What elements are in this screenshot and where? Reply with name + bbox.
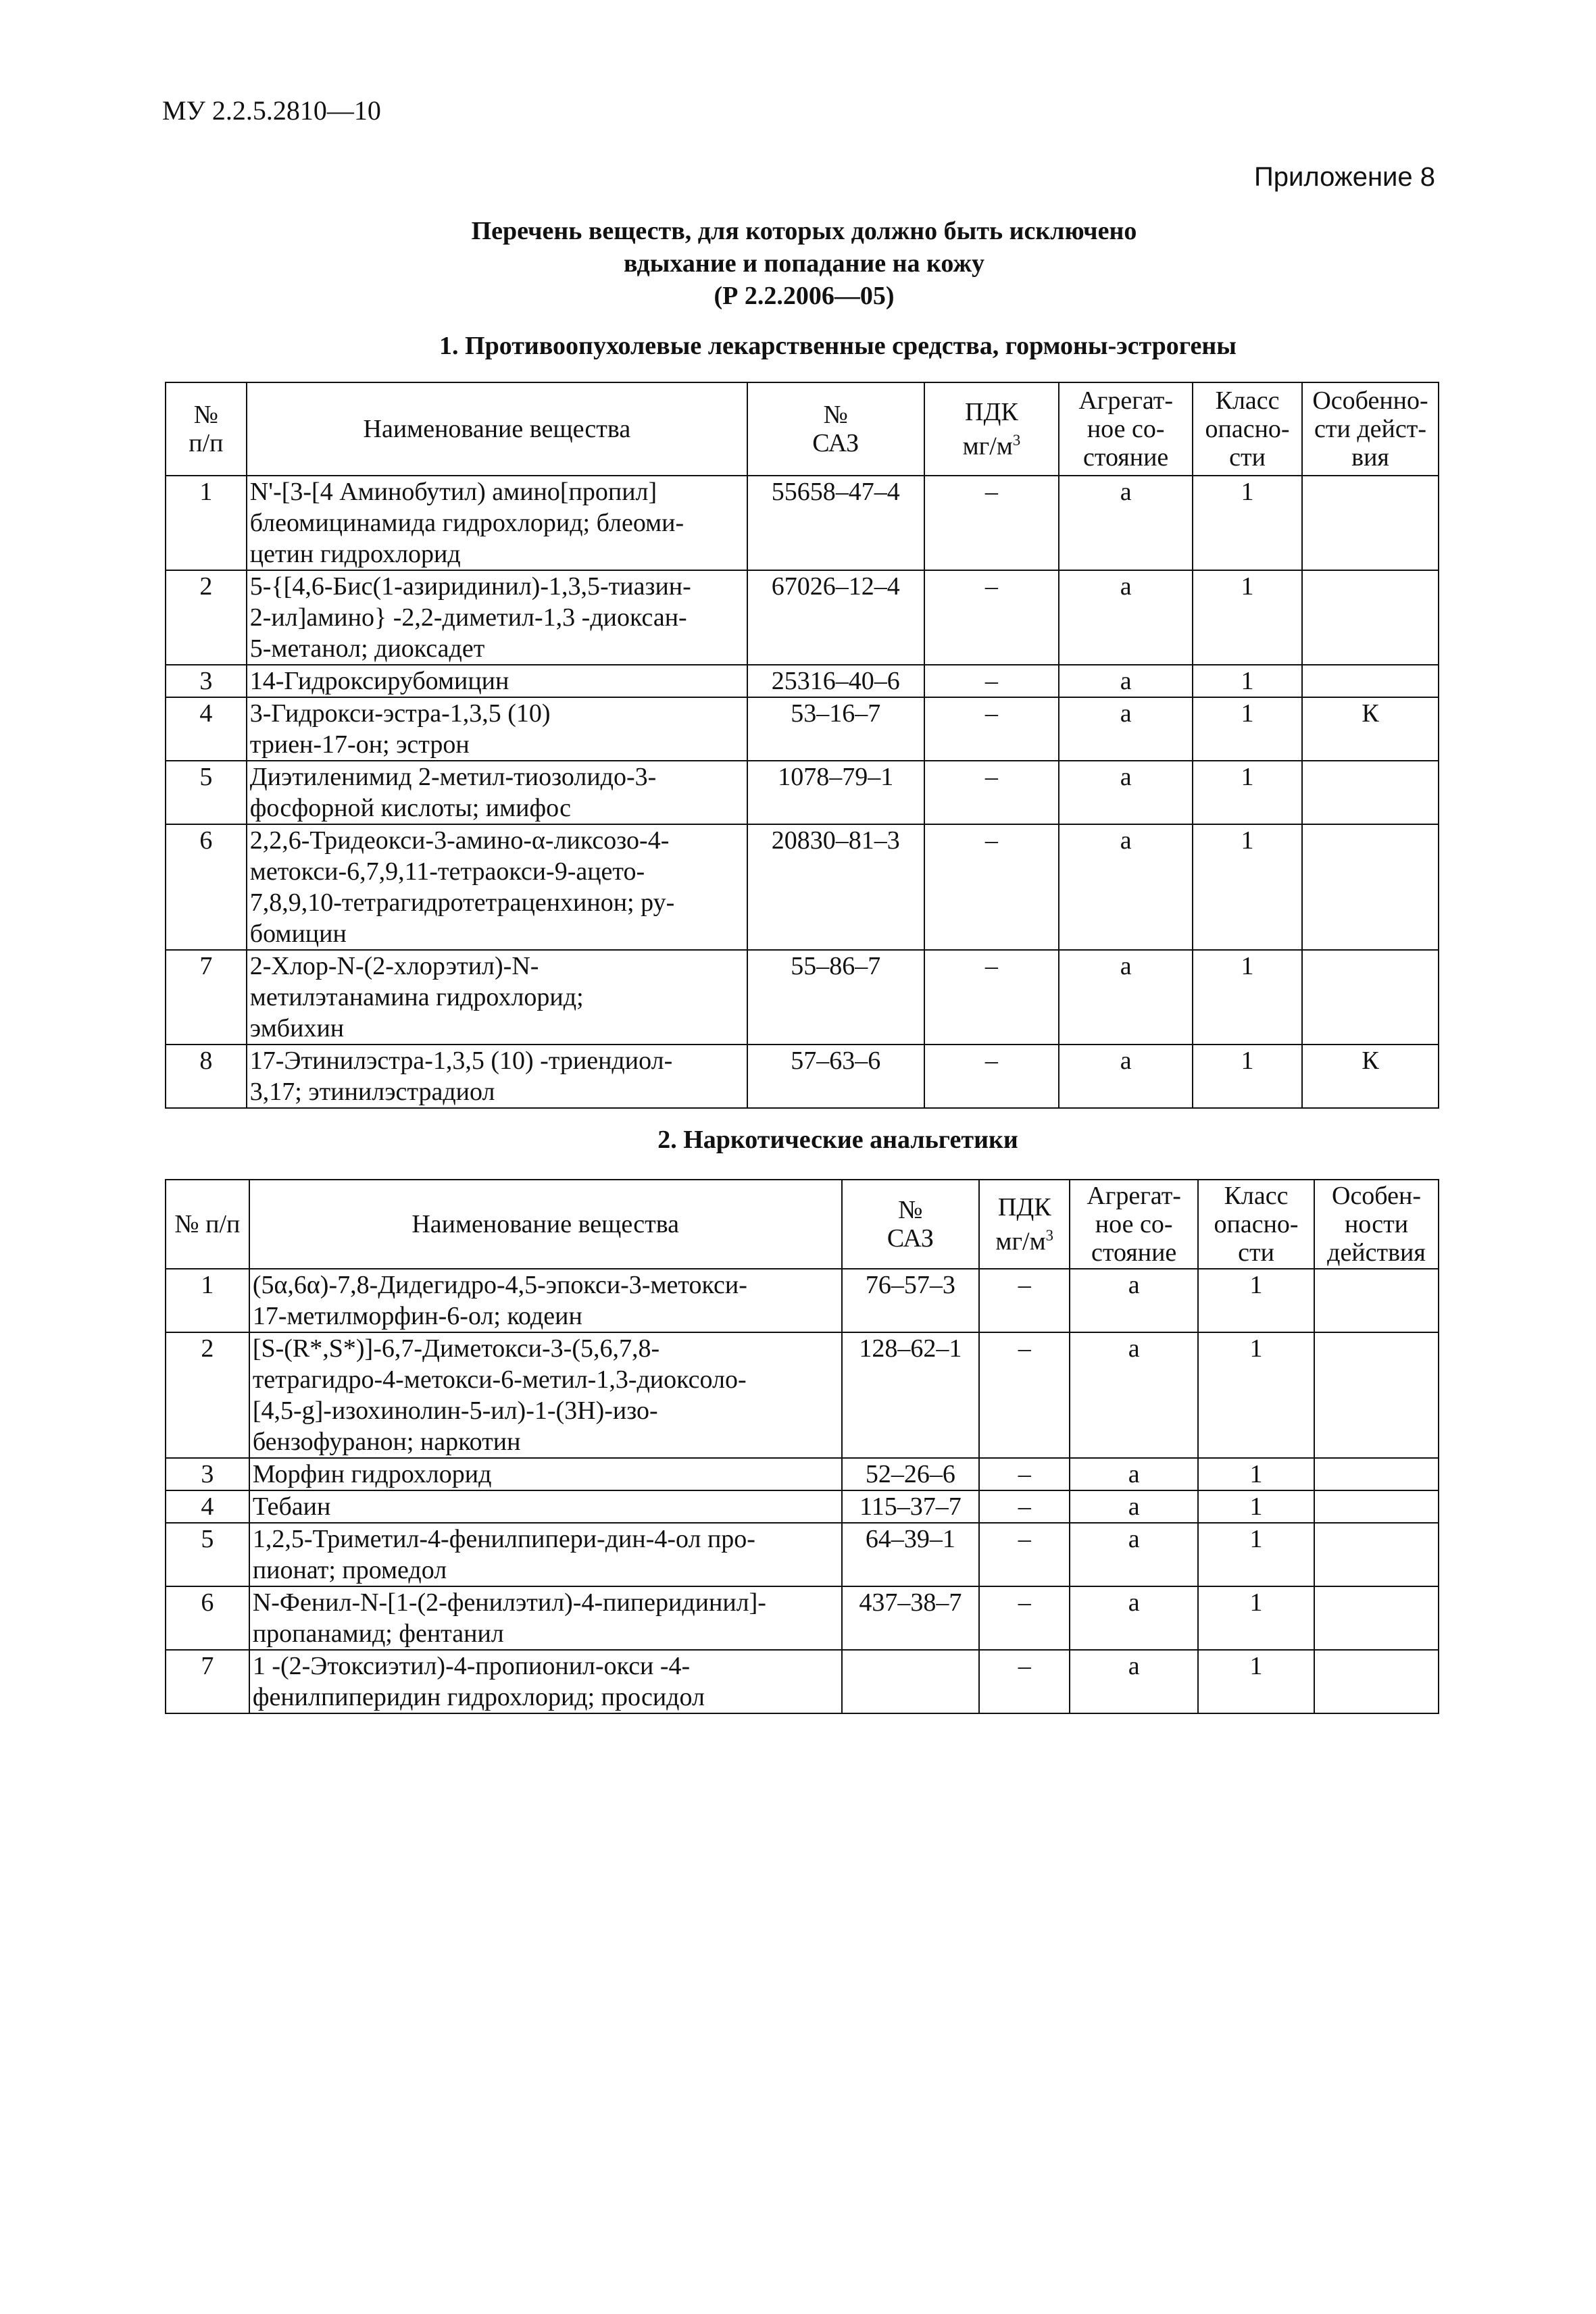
name-line: N-Фенил-N-[1-(2-фенилэтил)-4-пиперидинил]- <box>252 1588 766 1617</box>
table-row <box>166 1045 1439 1108</box>
aggregate-state: а <box>1059 950 1193 1045</box>
hazard-class: 1 <box>1198 1523 1314 1586</box>
col-pdk-header: ПДК $мг/м^3$ <box>979 1180 1070 1269</box>
row-number: 5 <box>166 761 247 824</box>
substance-name <box>247 570 747 665</box>
title-line-2: вдыхание и попадание на кожу <box>623 249 985 278</box>
action-features <box>1302 950 1439 1045</box>
cas-number: 53–16–7 <box>747 697 924 761</box>
hazard-class: 1 <box>1198 1458 1314 1490</box>
cas-number: 128–62–1 <box>842 1332 980 1458</box>
name-line: 1,2,5-Триметил-4-фенилпипери-дин-4-ол про- <box>252 1525 755 1553</box>
hazard-class: 1 <box>1198 1586 1314 1650</box>
action-features <box>1314 1586 1439 1650</box>
row-number: 3 <box>166 1458 249 1490</box>
cas-number: 55–86–7 <box>747 950 924 1045</box>
name-line: 3,17; этинилэстрадиол <box>249 1078 495 1106</box>
name-line: фенилпиперидин гидрохлорид; просидол <box>252 1683 705 1711</box>
name-line: Тебаин <box>252 1492 331 1521</box>
col-num-header: № п/п <box>166 1180 249 1269</box>
table-row <box>166 1332 1439 1458</box>
pdk-value: – <box>979 1523 1070 1586</box>
action-features <box>1314 1332 1439 1458</box>
pdk-value: – <box>924 761 1059 824</box>
name-line: 2-Хлор-N-(2-хлорэтил)-N- <box>249 952 539 980</box>
pdk-value: – <box>979 1269 1070 1332</box>
pdk-value: – <box>979 1586 1070 1650</box>
pdk-value: – <box>924 476 1059 570</box>
action-features <box>1302 761 1439 824</box>
table-header-row <box>166 382 1439 476</box>
cas-number: 25316–40–6 <box>747 665 924 697</box>
name-line: [S-(R*,S*)]-6,7-Диметокси-3-(5,6,7,8- <box>252 1334 660 1363</box>
col-pdk-header: ПДК $мг/м^3$ <box>924 382 1059 476</box>
substance-name <box>247 697 747 761</box>
name-line: бензофуранон; наркотин <box>252 1428 521 1456</box>
aggregate-state: а <box>1059 1045 1193 1108</box>
pdk-value: – <box>979 1490 1070 1523</box>
hazard-class: 1 <box>1193 1045 1302 1108</box>
name-line: эмбихин <box>249 1014 345 1042</box>
name-line: 5-{[4,6-Бис(1-азиридинил)-1,3,5-тиазин- <box>249 572 691 601</box>
aggregate-state: а <box>1070 1458 1198 1490</box>
substance-name <box>247 665 747 697</box>
col-cas-header: № САЗ <box>842 1180 980 1269</box>
substance-name <box>247 476 747 570</box>
cas-number <box>842 1650 980 1713</box>
name-line: 2,2,6-Тридеокси-3-амино-α-ликсозо-4- <box>249 826 670 855</box>
pdk-value: – <box>924 1045 1059 1108</box>
aggregate-state: а <box>1070 1586 1198 1650</box>
pdk-value: – <box>979 1458 1070 1490</box>
col-hazard-header: Класс опасно- сти <box>1198 1180 1314 1269</box>
name-line: метокси-6,7,9,11-тетраокси-9-ацето- <box>249 857 645 886</box>
section-1-heading: 1. Противоопухолевые лекарственные средства, гормоны-эстрогены <box>439 332 1237 360</box>
table-row <box>166 570 1439 665</box>
hazard-class: 1 <box>1198 1269 1314 1332</box>
aggregate-state: а <box>1070 1269 1198 1332</box>
cas-number: 1078–79–1 <box>747 761 924 824</box>
substance-name <box>249 1269 842 1332</box>
cas-number: 67026–12–4 <box>747 570 924 665</box>
row-number: 1 <box>166 476 247 570</box>
name-line: 3-Гидрокси-эстра-1,3,5 (10) <box>249 699 551 728</box>
cas-number: 55658–47–4 <box>747 476 924 570</box>
row-number: 6 <box>166 824 247 950</box>
aggregate-state: а <box>1059 761 1193 824</box>
action-features <box>1314 1269 1439 1332</box>
name-line: пионат; промедол <box>252 1556 447 1584</box>
table-row <box>166 476 1439 570</box>
substance-name <box>249 1650 842 1713</box>
aggregate-state: а <box>1059 476 1193 570</box>
table-row <box>166 1490 1439 1523</box>
col-num-header: № п/п <box>166 382 247 476</box>
row-number: 4 <box>166 1490 249 1523</box>
col-cas-header: № САЗ <box>747 382 924 476</box>
name-line: Диэтиленимид 2-метил-тиозолидо-3- <box>249 763 657 791</box>
aggregate-state: а <box>1059 665 1193 697</box>
cas-number: 76–57–3 <box>842 1269 980 1332</box>
table-row <box>166 697 1439 761</box>
name-line: 14-Гидроксирубомицин <box>249 667 509 695</box>
action-features <box>1314 1650 1439 1713</box>
table-row <box>166 761 1439 824</box>
name-line: пропанамид; фентанил <box>252 1619 504 1648</box>
row-number: 6 <box>166 1586 249 1650</box>
cas-number: 64–39–1 <box>842 1523 980 1586</box>
substance-name <box>249 1332 842 1458</box>
action-features <box>1314 1523 1439 1586</box>
col-features-header: Особен- ности действия <box>1314 1180 1439 1269</box>
table-1-body <box>166 476 1439 1108</box>
cas-number: 52–26–6 <box>842 1458 980 1490</box>
col-features-header: Особенно- сти дейст- вия <box>1302 382 1439 476</box>
pdk-value: – <box>924 824 1059 950</box>
name-line: Морфин гидрохлорид <box>252 1460 492 1488</box>
name-line: метилэтанамина гидрохлорид; <box>249 983 584 1011</box>
col-state-header: Агрегат- ное со- стояние <box>1070 1180 1198 1269</box>
hazard-class: 1 <box>1193 570 1302 665</box>
substance-name <box>247 761 747 824</box>
hazard-class: 1 <box>1193 824 1302 950</box>
table-row <box>166 665 1439 697</box>
name-line: 5-метанол; диоксадет <box>249 634 485 663</box>
name-line: бомицин <box>249 920 347 948</box>
name-line: блеомицинамида гидрохлорид; блеоми- <box>249 509 684 537</box>
col-hazard-header: Класс опасно- сти <box>1193 382 1302 476</box>
pdk-value: – <box>924 950 1059 1045</box>
name-line: 2-ил]амино} -2,2-диметил-1,3 -диоксан- <box>249 603 687 632</box>
aggregate-state: а <box>1070 1332 1198 1458</box>
document-title <box>203 215 1405 312</box>
table-row <box>166 824 1439 950</box>
section-2-heading: 2. Наркотические анальгетики <box>657 1126 1018 1154</box>
name-line: 7,8,9,10-тетрагидротетраценхинон; ру- <box>249 888 675 917</box>
action-features <box>1314 1458 1439 1490</box>
hazard-class: 1 <box>1193 950 1302 1045</box>
substances-table-2 <box>165 1179 1439 1714</box>
row-number: 3 <box>166 665 247 697</box>
action-features <box>1302 570 1439 665</box>
hazard-class: 1 <box>1198 1650 1314 1713</box>
table-row <box>166 1650 1439 1713</box>
substance-name <box>247 824 747 950</box>
title-line-3: (Р 2.2.2006—05) <box>714 282 895 310</box>
cas-number: 20830–81–3 <box>747 824 924 950</box>
aggregate-state: а <box>1059 570 1193 665</box>
row-number: 4 <box>166 697 247 761</box>
row-number: 2 <box>166 1332 249 1458</box>
table-row <box>166 1586 1439 1650</box>
name-line: цетин гидрохлорид <box>249 540 461 568</box>
hazard-class: 1 <box>1198 1332 1314 1458</box>
cas-number: 437–38–7 <box>842 1586 980 1650</box>
substance-name <box>249 1523 842 1586</box>
substances-table-1 <box>165 382 1439 1109</box>
pdk-value: – <box>924 697 1059 761</box>
name-line: N'-[3-[4 Аминобутил) амино[пропил] <box>249 478 657 506</box>
hazard-class: 1 <box>1193 697 1302 761</box>
cas-number: 57–63–6 <box>747 1045 924 1108</box>
pdk-value: – <box>979 1332 1070 1458</box>
name-line: фосфорной кислоты; имифос <box>249 794 571 822</box>
aggregate-state: а <box>1059 697 1193 761</box>
action-features <box>1302 476 1439 570</box>
row-number: 1 <box>166 1269 249 1332</box>
name-line: 17-метилморфин-6-ол; кодеин <box>252 1302 582 1330</box>
substance-name <box>249 1458 842 1490</box>
hazard-class: 1 <box>1198 1490 1314 1523</box>
action-features: К <box>1302 1045 1439 1108</box>
substance-name <box>247 950 747 1045</box>
row-number: 2 <box>166 570 247 665</box>
title-line-1: Перечень веществ, для которых должно быть исключено <box>471 217 1137 245</box>
col-name-header: Наименование вещества <box>249 1180 842 1269</box>
pdk-value: – <box>924 570 1059 665</box>
substance-name <box>249 1490 842 1523</box>
action-features <box>1302 824 1439 950</box>
name-line: триен-17-он; эстрон <box>249 730 470 759</box>
table-header-row <box>166 1180 1439 1269</box>
hazard-class: 1 <box>1193 665 1302 697</box>
action-features <box>1314 1490 1439 1523</box>
document-code: МУ 2.2.5.2810—10 <box>162 95 381 126</box>
table-row <box>166 1523 1439 1586</box>
pdk-value: – <box>924 665 1059 697</box>
table-row <box>166 1269 1439 1332</box>
name-line: (5α,6α)-7,8-Дидегидро-4,5-эпокси-3-метокси- <box>252 1271 747 1299</box>
row-number: 7 <box>166 950 247 1045</box>
col-name-header: Наименование вещества <box>247 382 747 476</box>
substance-name <box>247 1045 747 1108</box>
substance-name <box>249 1586 842 1650</box>
aggregate-state: а <box>1059 824 1193 950</box>
name-line: 1 -(2-Этоксиэтил)-4-пропионил-окси -4- <box>252 1652 691 1680</box>
name-line: тетрагидро-4-метокси-6-метил-1,3-диоксоло- <box>252 1365 747 1394</box>
appendix-label: Приложение 8 <box>1254 162 1435 192</box>
table-2-body <box>166 1269 1439 1713</box>
hazard-class: 1 <box>1193 476 1302 570</box>
hazard-class: 1 <box>1193 761 1302 824</box>
row-number: 7 <box>166 1650 249 1713</box>
name-line: 17-Этинилэстра-1,3,5 (10) -триендиол- <box>249 1047 673 1075</box>
name-line: [4,5-g]-изохинолин-5-ил)-1-(3H)-изо- <box>252 1397 658 1425</box>
table-row <box>166 1458 1439 1490</box>
row-number: 8 <box>166 1045 247 1108</box>
aggregate-state: а <box>1070 1490 1198 1523</box>
action-features: К <box>1302 697 1439 761</box>
row-number: 5 <box>166 1523 249 1586</box>
col-state-header: Агрегат- ное со- стояние <box>1059 382 1193 476</box>
aggregate-state: а <box>1070 1650 1198 1713</box>
table-row <box>166 950 1439 1045</box>
pdk-value: – <box>979 1650 1070 1713</box>
aggregate-state: а <box>1070 1523 1198 1586</box>
cas-number: 115–37–7 <box>842 1490 980 1523</box>
action-features <box>1302 665 1439 697</box>
